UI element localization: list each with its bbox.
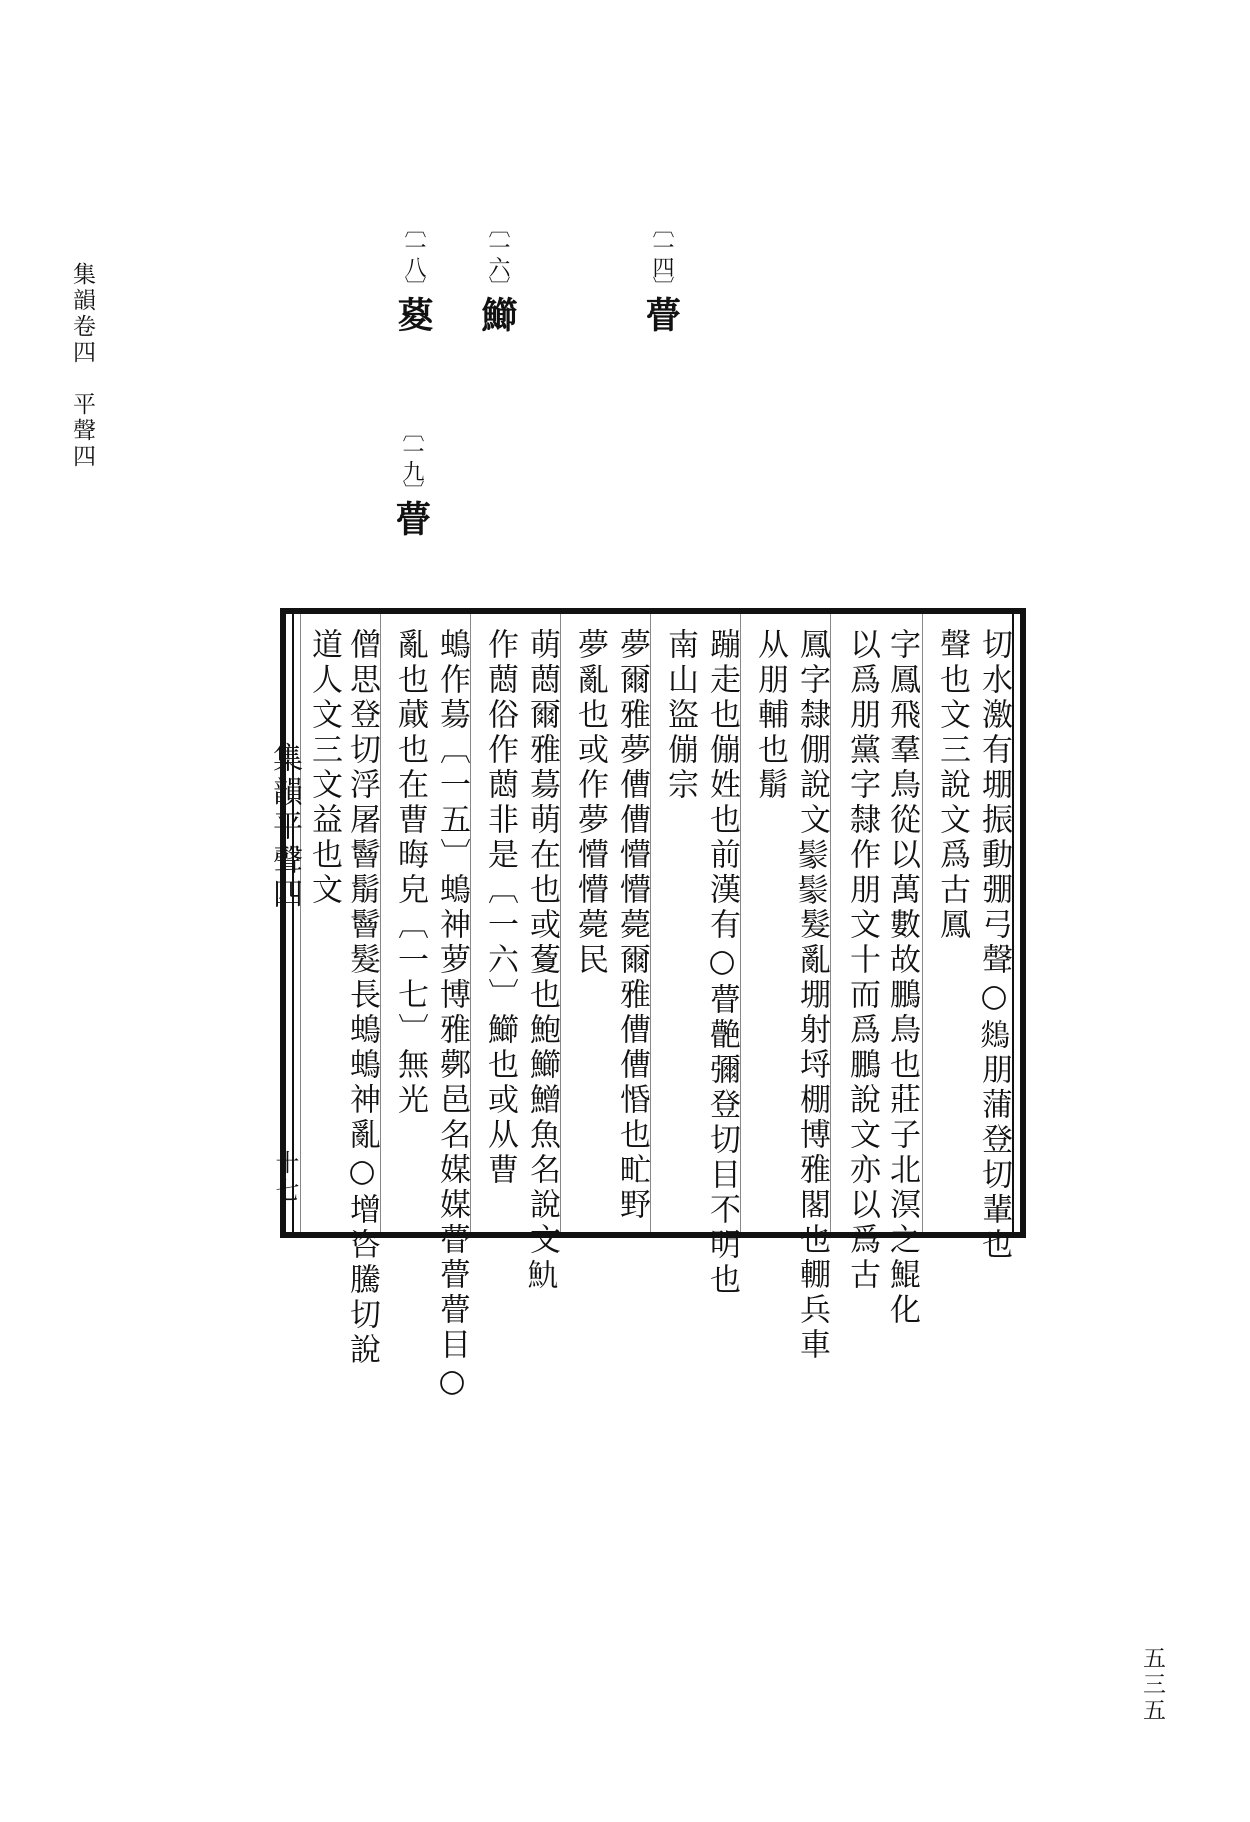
- note-mark: 〔一六〕: [485, 216, 510, 296]
- text-column: 以爲朋黨字隸作朋文十而爲鵬說文亦以爲古: [844, 628, 880, 1293]
- page-number: 五三五: [1139, 1646, 1165, 1724]
- text-column: 切水激有堋振動弸弓聲○𪂈朋蒲登切輩也: [976, 628, 1012, 1263]
- text-column: 夢亂也或作夢懵懵薨民: [572, 628, 608, 978]
- note-mark: 〔一四〕: [649, 216, 674, 296]
- note-char: 䲙: [476, 296, 518, 332]
- text-column: 从朋輔也鬅: [752, 628, 788, 803]
- text-column: 䳋作𦳝〔一五〕䳋神萝博雅鄸邑名媒媒瞢瞢瞢目○: [434, 628, 470, 1403]
- text-column: 道人文三文益也文: [306, 628, 342, 908]
- running-head: 集韻卷四 平聲四: [69, 262, 95, 470]
- text-column: 鳳字隸倗說文𩭐𩭐髮亂堋射埒棚博雅閣也輣兵車: [794, 628, 830, 1363]
- text-column: 僧思登切浮屠鬙鬅鬙髮長䳋䳋神亂○增咨騰切說: [344, 628, 380, 1368]
- text-column: 聲也文三說文爲古鳳: [934, 628, 970, 943]
- text-column: 南山盜傰宗: [662, 628, 698, 803]
- note-mark: 〔一八〕: [401, 216, 426, 296]
- text-column: 亂也蕆也在曹晦皃〔一七〕無光: [392, 628, 428, 1118]
- collation-note: [636, 216, 687, 332]
- text-column: 字鳳飛羣鳥從以萬數故鵬鳥也莊子北溟之鯤化: [884, 628, 920, 1328]
- text-column: 蹦走也傰姓也前漢有○瞢䒐彌登切目不明也: [704, 628, 740, 1298]
- text-column: 作蕄俗作蕄非是〔一六〕䲙也或从曹: [482, 628, 518, 1188]
- collation-note: [472, 216, 523, 332]
- note-char: 瞢: [390, 500, 432, 536]
- note-mark: 〔一九〕: [399, 420, 424, 500]
- blockprint-leaf-number: 十七: [271, 1150, 299, 1206]
- note-char: 葼: [392, 296, 434, 332]
- text-column: 夢爾雅夢傮傮懵懵薨爾雅傮傮惛也甿野: [614, 628, 650, 1223]
- collation-note: [386, 420, 437, 536]
- text-column: 萌蕄爾雅𦳝萌在也或藑也鮑䲙鱛魚名說文𩵍: [524, 628, 560, 1293]
- note-char: 瞢: [640, 296, 682, 332]
- collation-note: [388, 216, 439, 332]
- blockprint-margin-title: 集韻平聲四: [267, 742, 302, 912]
